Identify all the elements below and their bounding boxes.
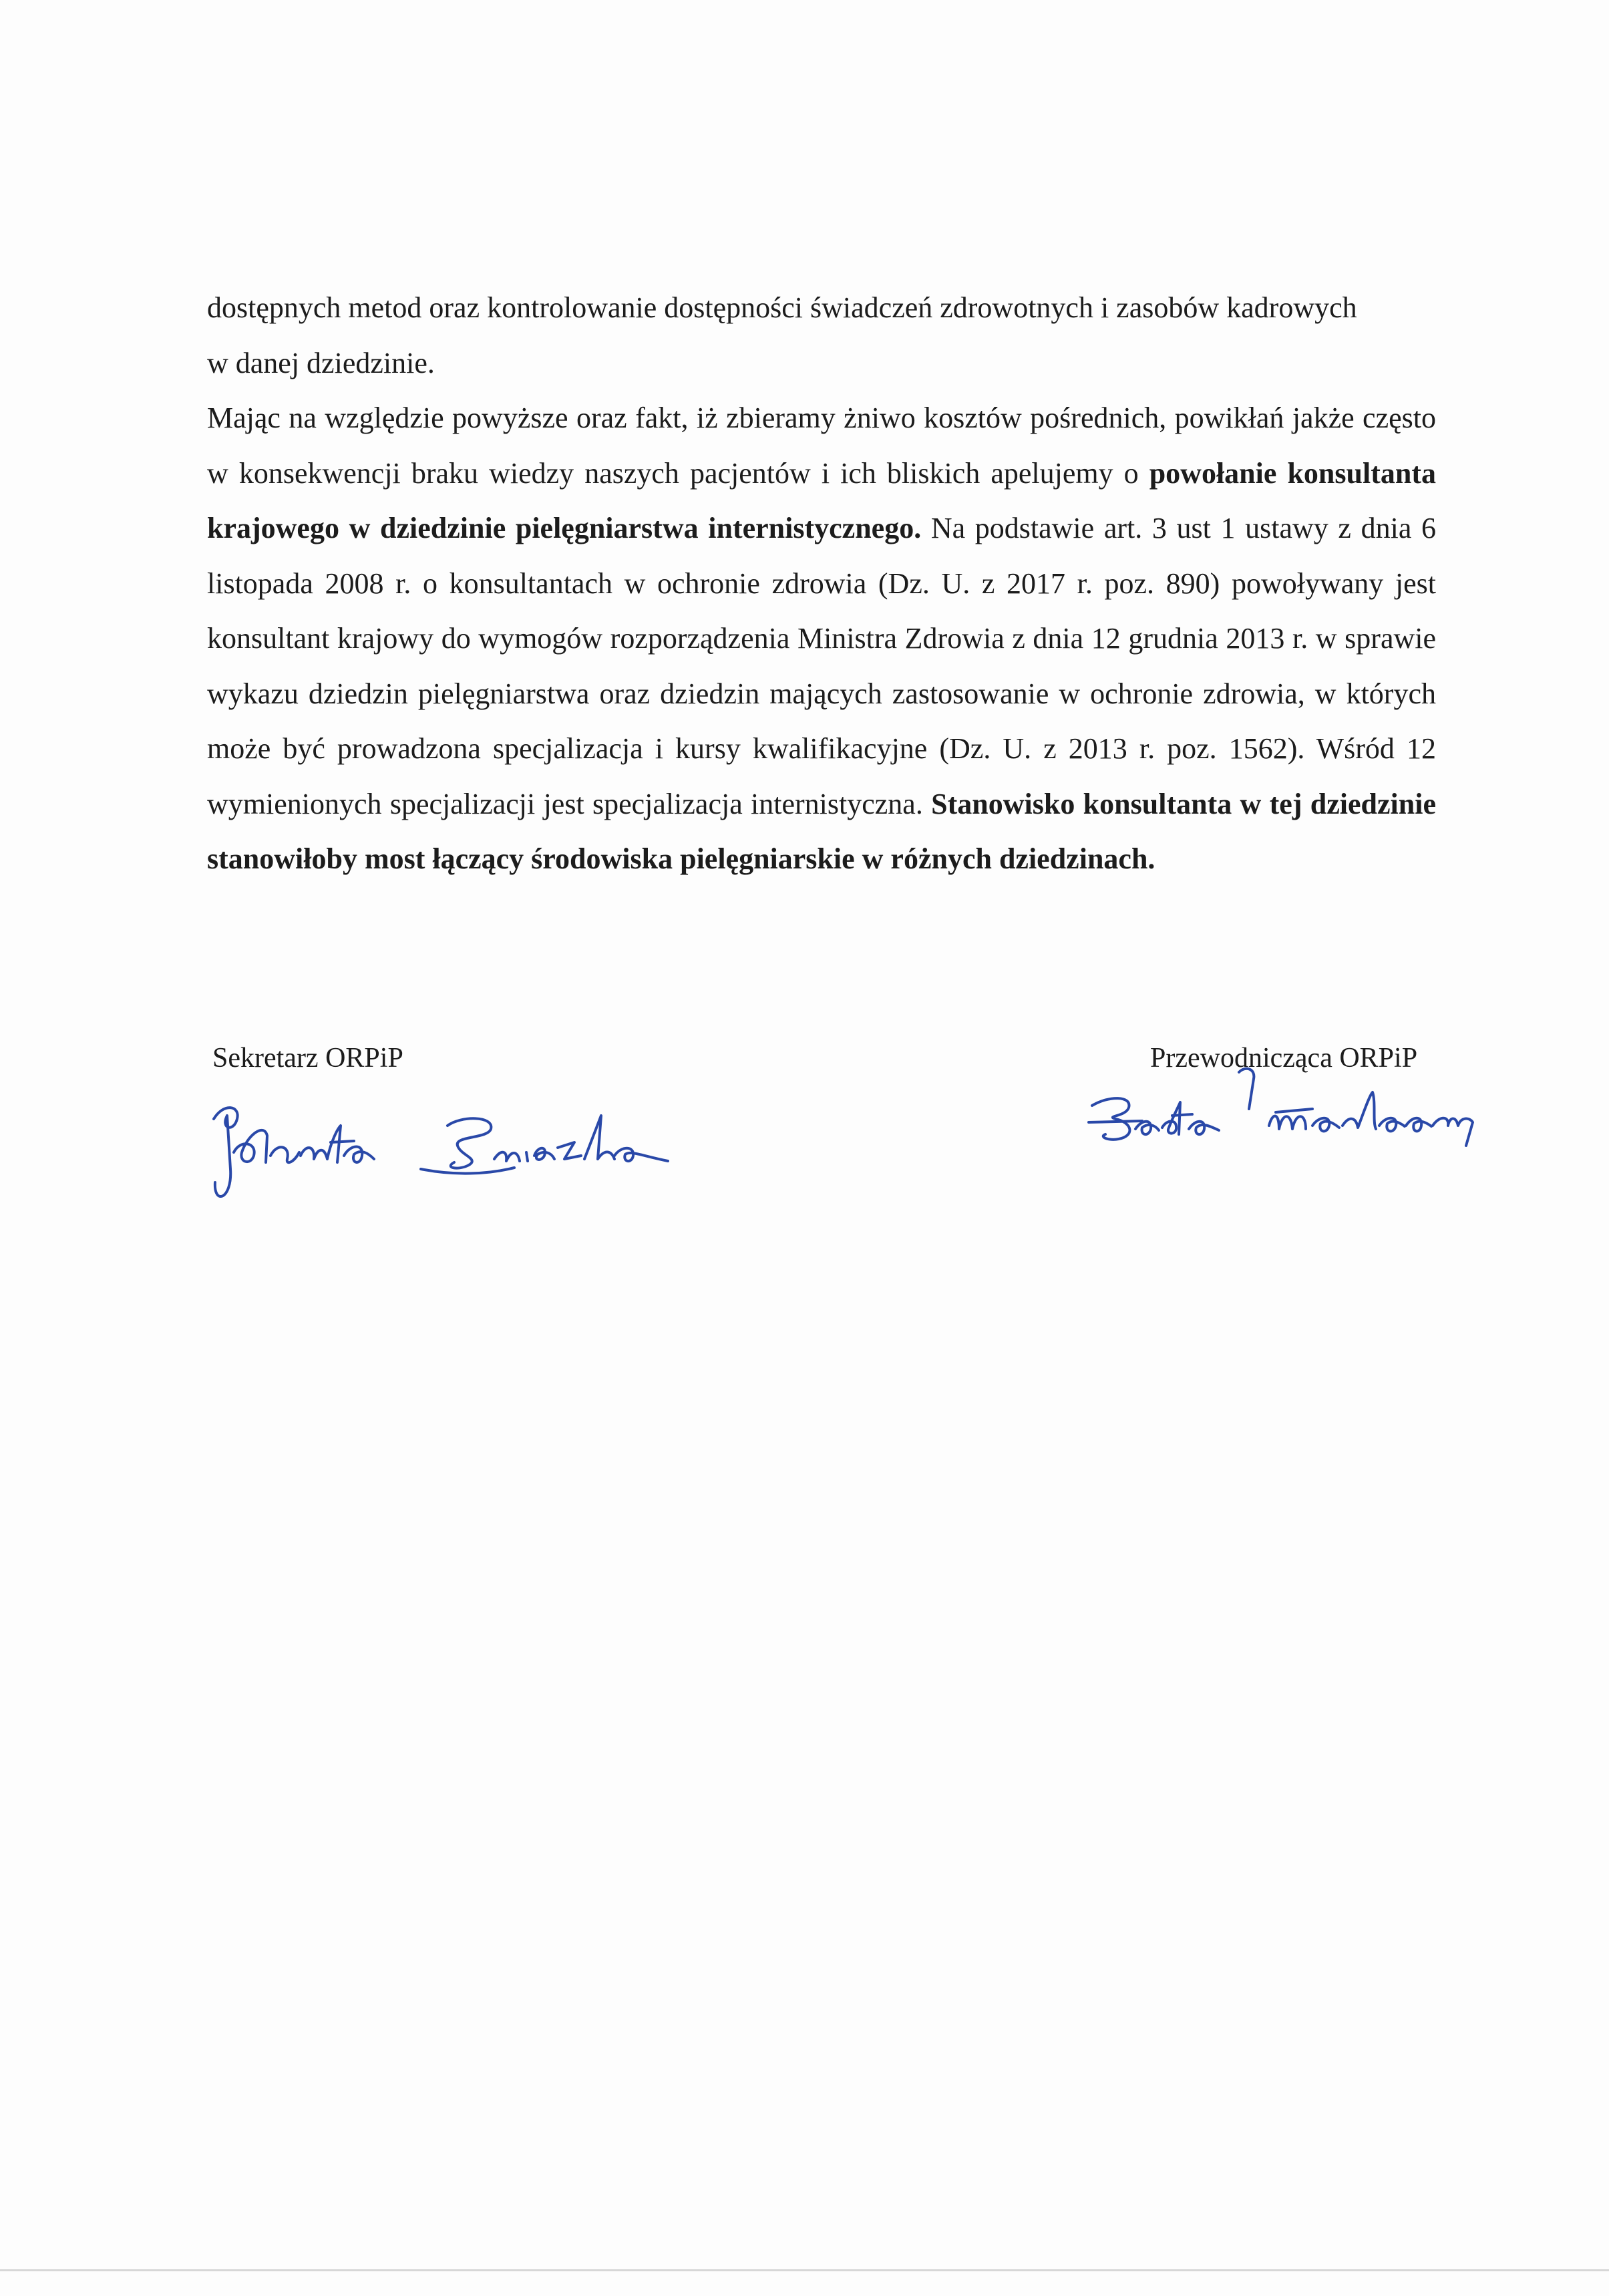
paragraph-line: dostępnych metod oraz kontrolowanie dostępności świadczeń zdrowotnych i zasobów kadrowych xyxy=(207,291,1357,324)
appeal-text: Mając na względzie powyższe oraz fakt, iż zbieramy żniwo kosztów pośrednich, powikłań jakże często w konsekwencji braku wiedzy naszych pacjentów i ich bliskich apelujemy o xyxy=(207,401,1436,490)
signature-title-secretary: Sekretarz ORPiP xyxy=(212,1043,403,1074)
appeal-bold-request: powołanie konsultanta krajowego w dziedzinie pielęgniarstwa internistycznego. xyxy=(207,456,1436,544)
letter-body xyxy=(207,281,1436,887)
legal-basis-text: Na podstawie art. 3 ust 1 ustawy z dnia 6 listopada 2008 r. o konsultantach w ochronie zdrowia (Dz. U. z 2017 r. poz. 890) powoływany jest konsultant krajowy do wymogów rozporządzenia Ministra Zdrowia z dnia 12 grudnia 2013 r. w sprawie wykazu dziedzin pielęgniarstwa oraz dziedzin mających zastosowanie w ochronie zdrowia, w których może być prowadzona specjalizacja i kursy kwalifikacyjne (Dz. U. z 2013 r. poz. 1562). Wśród 12 wymienionych specjalizacji jest specjalizacja internistyczna. xyxy=(207,512,1436,820)
conclusion-bold: Stanowisko konsultanta w tej dziedzinie stanowiłoby most łączący środowiska pielęgniarskie w różnych dziedzinach. xyxy=(207,787,1436,875)
paragraph-continuation xyxy=(207,281,1436,391)
signature-chair-handwritten xyxy=(1079,1055,1600,1162)
scan-edge-line xyxy=(0,2269,1609,2271)
signature-secretary-handwritten xyxy=(200,1089,721,1216)
paragraph-appeal xyxy=(207,391,1436,887)
signature-title-chair: Przewodnicząca ORPiP xyxy=(1150,1043,1418,1074)
paragraph-line: w danej dziedzinie. xyxy=(207,346,435,379)
